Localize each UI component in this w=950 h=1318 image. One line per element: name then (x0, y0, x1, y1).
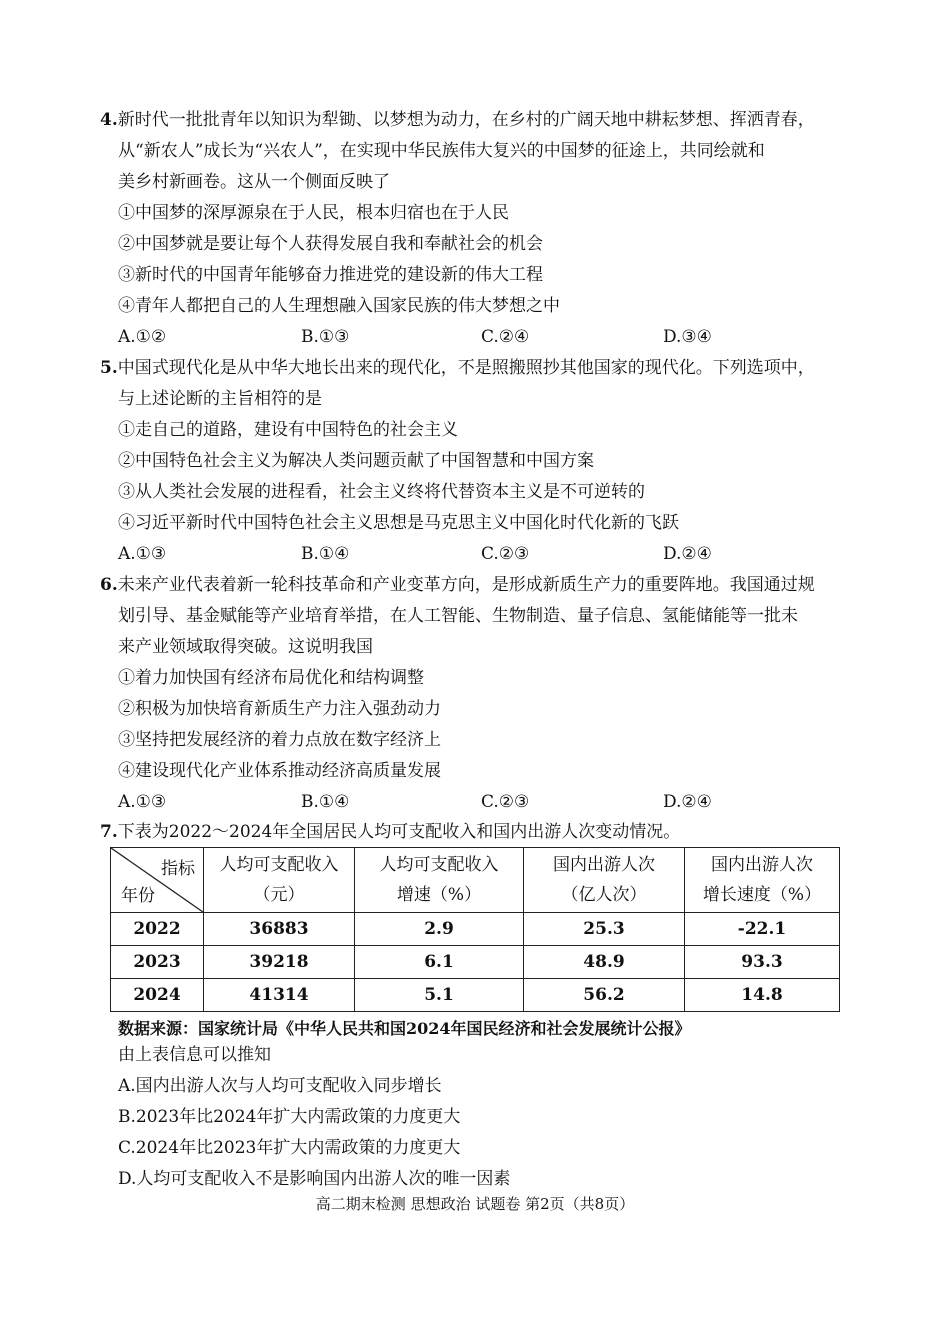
q4-option-b: B.①③ (301, 327, 350, 347)
q4-item-2: ②中国梦就是要让每个人获得发展自我和奉献社会的机会 (118, 234, 543, 254)
table-row (111, 946, 840, 979)
table-header-income: 人均可支配收入 （元） (204, 848, 355, 913)
table-cell-year: 2023 (111, 946, 204, 979)
q4-stem-line-3: 美乡村新画卷。这从一个侧面反映了 (118, 172, 390, 192)
q6-stem-line-1: 6.未来产业代表着新一轮科技革命和产业变革方向，是形成新质生产力的重要阵地。我国通过规 (100, 575, 815, 595)
q6-number: 6. (100, 575, 118, 595)
q6-item-1: ①着力加快国有经济布局优化和结构调整 (118, 668, 424, 688)
q6-options (118, 790, 838, 814)
table-cell-year: 2024 (111, 979, 204, 1012)
q4-options (118, 325, 838, 349)
q6-stem-line-3: 来产业领域取得突破。这说明我国 (118, 637, 373, 657)
q4-option-c: C.②④ (481, 327, 530, 347)
table-row (111, 913, 840, 946)
q7-prompt: 由上表信息可以推知 (118, 1045, 271, 1065)
q7-choice-d: D.人均可支配收入不是影响国内出游人次的唯一因素 (118, 1169, 511, 1189)
q6-item-3: ③坚持把发展经济的着力点放在数字经济上 (118, 730, 441, 750)
q6-item-2: ②积极为加快培育新质生产力注入强劲动力 (118, 699, 441, 719)
table-cell: 5.1 (355, 979, 524, 1012)
q5-stem-line-1: 5.中国式现代化是从中华大地长出来的现代化，不是照搬照抄其他国家的现代化。下列选项中， (100, 358, 815, 378)
q4-stem-line-1: 4.新时代一批批青年以知识为犁锄、以梦想为动力，在乡村的广阔天地中耕耘梦想、挥洒青春， (100, 110, 815, 130)
q6-stem-line-2: 划引导、基金赋能等产业培育举措，在人工智能、生物制造、量子信息、氢能储能等一批未 (118, 606, 798, 626)
table-cell-year: 2022 (111, 913, 204, 946)
q5-option-b: B.①④ (301, 544, 350, 564)
q4-item-3: ③新时代的中国青年能够奋力推进党的建设新的伟大工程 (118, 265, 543, 285)
q5-item-2: ②中国特色社会主义为解决人类问题贡献了中国智慧和中国方案 (118, 451, 594, 471)
table-cell: 36883 (204, 913, 355, 946)
table-cell: 14.8 (685, 979, 840, 1012)
table-header-trips-growth: 国内出游人次 增长速度（%） (685, 848, 840, 913)
q6-option-d: D.②④ (663, 792, 712, 812)
corner-label-indicator: 指标 (161, 859, 195, 879)
q6-option-c: C.②③ (481, 792, 530, 812)
table-cell: 6.1 (355, 946, 524, 979)
q7-number: 7. (100, 822, 118, 842)
page-footer: 高二期末检测 思想政治 试题卷 第2页（共8页） (315, 1195, 635, 1213)
q7-choice-a: A.国内出游人次与人均可支配收入同步增长 (118, 1076, 442, 1096)
q4-stem-line-2: 从“新农人”成长为“兴农人”，在实现中华民族伟大复兴的中国梦的征途上，共同绘就和 (118, 141, 765, 161)
table-corner-cell (111, 848, 204, 913)
q5-option-d: D.②④ (663, 544, 712, 564)
table-header-trips: 国内出游人次 （亿人次） (524, 848, 685, 913)
q5-option-a: A.①③ (118, 544, 167, 564)
q4-item-4: ④青年人都把自己的人生理想融入国家民族的伟大梦想之中 (118, 296, 560, 316)
table-cell: 48.9 (524, 946, 685, 979)
stats-table (110, 847, 840, 1012)
table-cell: 41314 (204, 979, 355, 1012)
q4-option-a: A.①② (118, 327, 167, 347)
table-cell: 25.3 (524, 913, 685, 946)
q5-item-1: ①走自己的道路，建设有中国特色的社会主义 (118, 420, 458, 440)
q5-number: 5. (100, 358, 118, 378)
table-cell: 93.3 (685, 946, 840, 979)
q4-item-1: ①中国梦的深厚源泉在于人民，根本归宿也在于人民 (118, 203, 509, 223)
q7-choice-c: C.2024年比2023年扩大内需政策的力度更大 (118, 1138, 461, 1158)
q5-options (118, 542, 838, 566)
q6-item-4: ④建设现代化产业体系推动经济高质量发展 (118, 761, 441, 781)
table-cell: 56.2 (524, 979, 685, 1012)
q7-choice-b: B.2023年比2024年扩大内需政策的力度更大 (118, 1107, 461, 1127)
q5-stem-line-2: 与上述论断的主旨相符的是 (118, 389, 322, 409)
q5-item-3: ③从人类社会发展的进程看，社会主义终将代替资本主义是不可逆转的 (118, 482, 645, 502)
table-cell: 2.9 (355, 913, 524, 946)
corner-label-year: 年份 (121, 886, 155, 906)
table-row (111, 979, 840, 1012)
q6-option-a: A.①③ (118, 792, 167, 812)
table-cell: 39218 (204, 946, 355, 979)
q5-item-4: ④习近平新时代中国特色社会主义思想是马克思主义中国化时代化新的飞跃 (118, 513, 679, 533)
q4-number: 4. (100, 110, 118, 130)
q7-stem: 7.下表为2022～2024年全国居民人均可支配收入和国内出游人次变动情况。 (100, 822, 681, 842)
q6-option-b: B.①④ (301, 792, 350, 812)
table-cell: -22.1 (685, 913, 840, 946)
table-header-income-growth: 人均可支配收入 增速（%） (355, 848, 524, 913)
table-header-row (111, 848, 840, 913)
q4-option-d: D.③④ (663, 327, 712, 347)
q5-option-c: C.②③ (481, 544, 530, 564)
data-source-note: 数据来源：国家统计局《中华人民共和国2024年国民经济和社会发展统计公报》 (118, 1019, 691, 1038)
